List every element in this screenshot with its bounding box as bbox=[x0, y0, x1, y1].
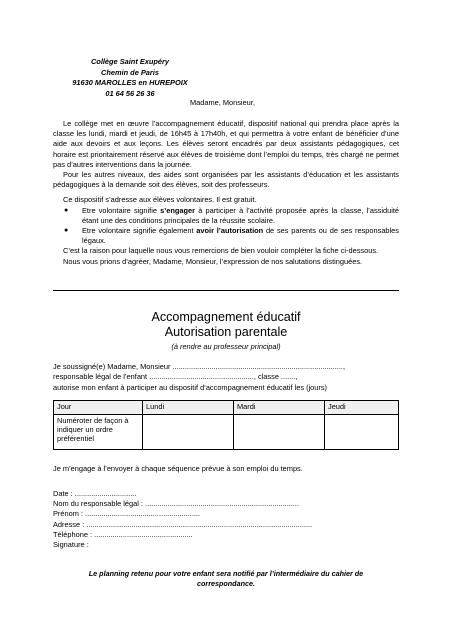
commitment-text: Je m’engage à l’envoyer à chaque séquence prévue à son emploi du temps. bbox=[53, 464, 303, 473]
signature-fields bbox=[53, 489, 399, 550]
form-title bbox=[53, 310, 399, 340]
condition-text: Etre volontaire signifie également bbox=[82, 226, 197, 236]
table-header-cell: Jour bbox=[54, 401, 143, 415]
table-header-cell: Lundi bbox=[143, 401, 234, 415]
conditions-list bbox=[53, 206, 399, 247]
footer-line: Le planning retenu pour votre enfant sera notifié par l’intermédiaire du cahier de bbox=[88, 569, 364, 578]
first-name-field[interactable]: Prénom : ........................................................ bbox=[53, 509, 201, 519]
school-street: Chemin de Paris bbox=[101, 67, 159, 77]
date-field[interactable]: Date : .............................. bbox=[53, 489, 137, 498]
guardian-name-line[interactable]: Je soussigné(e) Madame, Monsieur ..................................................................................., bbox=[53, 362, 346, 371]
letter-paragraph: Ce dispositif s’adresse aux élèves volontaires. Il est gratuit. bbox=[63, 195, 257, 205]
condition-emphasis: s’engager bbox=[160, 205, 196, 215]
form-title-line: Accompagnement éducatif bbox=[151, 310, 301, 324]
table-header-row bbox=[54, 401, 399, 415]
bullet-icon: ● bbox=[64, 227, 69, 235]
address-field[interactable]: Adresse : .............................................................................................................. bbox=[53, 519, 313, 529]
footer-line: correspondance. bbox=[197, 579, 255, 588]
footer-note bbox=[53, 569, 399, 589]
condition-item bbox=[53, 226, 399, 246]
table-header-cell: Mardi bbox=[234, 401, 325, 415]
bullet-icon: ● bbox=[64, 206, 69, 214]
phone-field[interactable]: Téléphone : ................................................ bbox=[53, 529, 193, 539]
condition-emphasis: avoir l’autorisation bbox=[196, 226, 264, 236]
table-header-cell: Jeudi bbox=[325, 401, 399, 415]
condition-text: Etre volontaire signifie bbox=[82, 205, 161, 215]
thursday-cell[interactable] bbox=[325, 415, 399, 450]
section-divider bbox=[53, 290, 399, 291]
tuesday-cell[interactable] bbox=[234, 415, 325, 450]
signature-field[interactable]: Signature : bbox=[53, 540, 89, 550]
letter-paragraph: Nous vous prions d’agréer, Madame, Monsieur, l’expression de nos salutations distinguées. bbox=[63, 256, 363, 266]
school-city: 91630 MAROLLES en HUREPOIX bbox=[72, 78, 188, 87]
form-title-line: Autorisation parentale bbox=[164, 325, 288, 339]
authorization-statement bbox=[53, 362, 399, 393]
letter-body bbox=[53, 119, 399, 267]
condition-text: de ses parents ou de ses responsables légaux. bbox=[82, 226, 399, 246]
days-table bbox=[53, 400, 399, 450]
letter-paragraph: C’est la raison pour laquelle nous vous remercions de bien vouloir compléter la fiche ci-dessous. bbox=[63, 246, 379, 256]
guardian-name-field[interactable]: Nom du responsable légal : ........................................................................... bbox=[53, 499, 300, 509]
salutation: Madame, Monsieur, bbox=[190, 98, 255, 107]
letter-paragraph: Le collège met en œuvre l’accompagnement éducatif, dispositif national qui prendra place après la classe les lundi, mardi et jeudi, de 16h45 à 17h40h, et qui permettra à votre enfant de bénéficier d’une aide aux devoirs et aux leçons. Les élèves seront encadrés par deux assistants pédagogiques, cet horaire est prioritairement réservé aux élèves de troisième dont l’emploi du temps, très chargé ne permet pas d’autres interventions dans la journée. bbox=[53, 119, 399, 169]
row-label-cell: Numéroter de façon à indiquer un ordre préférentiel bbox=[54, 415, 143, 450]
authorization-line: autorise mon enfant à participer au dispositif d’accompagnement éducatif les (jours) bbox=[53, 382, 328, 392]
table-row bbox=[54, 415, 399, 450]
letter-paragraph: Pour les autres niveaux, des aides sont organisées par les assistants d’éducation et les assistants pédagogiques à la demande soit des élèves, soit des professeurs. bbox=[53, 170, 399, 190]
monday-cell[interactable] bbox=[143, 415, 234, 450]
school-address-block bbox=[72, 57, 188, 99]
condition-text: à participer à l’activité proposée après la classe, l’assiduité étant une des conditions principales de la réussite scolaire. bbox=[82, 205, 399, 225]
form-subtitle: (à rendre au professeur principal) bbox=[171, 342, 281, 351]
child-name-line[interactable]: responsable légal de l’enfant ..................................................., classe ......., bbox=[53, 372, 298, 382]
school-name: Collège Saint Exupéry bbox=[90, 57, 170, 66]
school-phone: 01 64 56 26 36 bbox=[105, 88, 155, 98]
condition-item bbox=[53, 206, 399, 226]
